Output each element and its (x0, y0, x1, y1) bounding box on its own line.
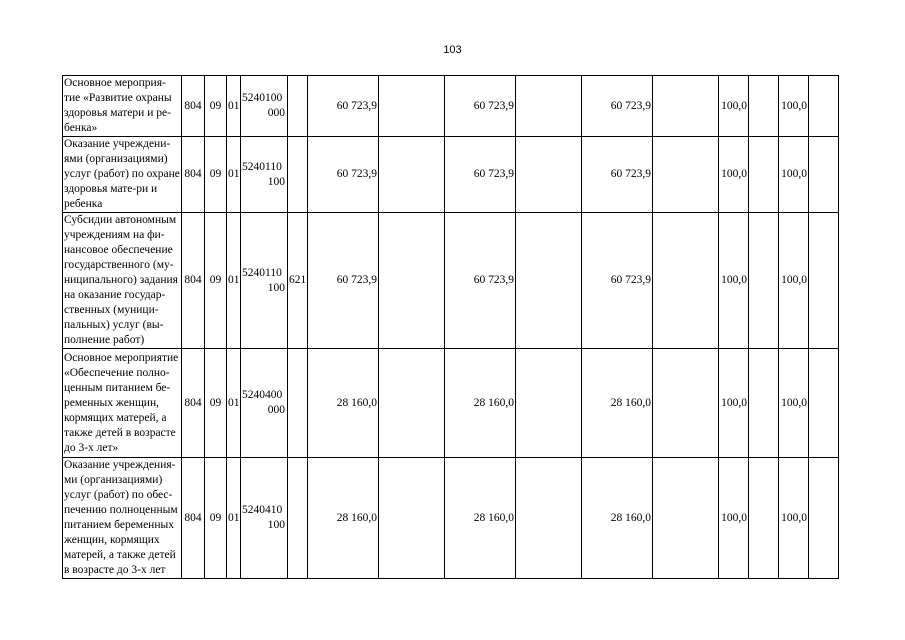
row-name-cell: Основное мероприятие «Обеспечение полно-ценным питанием бе-ременных женщин, кормящих матерей, а также детей в возрасте до 3-х лет» (63, 349, 182, 458)
sum-3-cell: 60 723,9 (582, 76, 653, 137)
empty-cell (809, 76, 839, 137)
empty-cell (749, 213, 779, 349)
sum-2-cell: 28 160,0 (445, 349, 516, 458)
sum-1-cell: 60 723,9 (308, 213, 379, 349)
csr-code-line2: 000 (267, 107, 285, 119)
csr-code-line1: 5240110 (242, 266, 282, 279)
empty-cell (749, 137, 779, 213)
rz-code-cell: 09 (205, 349, 227, 458)
empty-cell (809, 137, 839, 213)
row-name-cell: Оказание учреждени-ями (организациями) услуг (работ) по охране здоровья мате-ри и ребенка (63, 137, 182, 213)
sum-3-cell: 60 723,9 (582, 137, 653, 213)
empty-cell (379, 458, 445, 579)
gr-code-cell: 804 (182, 349, 205, 458)
csr-code-line2: 000 (267, 404, 285, 416)
sum-1-cell: 60 723,9 (308, 137, 379, 213)
csr-code-line2: 100 (267, 175, 285, 188)
empty-cell (653, 137, 719, 213)
table-row (63, 213, 839, 349)
rz-code-cell: 09 (205, 213, 227, 349)
empty-cell (379, 76, 445, 137)
gr-code-cell: 804 (182, 76, 205, 137)
percent-2-cell: 100,0 (779, 349, 809, 458)
rz-code-cell: 09 (205, 137, 227, 213)
row-name-cell: Субсидии автономным учреждениям на фи-нансовое обеспечение государственного (му-ниципального) задания на оказание государ-ственных (муници-пальных) услуг (вы-полнение работ) (63, 213, 182, 349)
csr-code-line2: 100 (267, 281, 285, 294)
percent-2-cell: 100,0 (779, 458, 809, 579)
table-row (63, 76, 839, 137)
row-name-cell: Оказание учреждения-ми (организациями) услуг (работ) по обес-печению полноценным питанием беременных женщин, кормящих матерей, а также детей в возрасте до 3-х лет (63, 458, 182, 579)
percent-1-cell: 100,0 (719, 137, 749, 213)
pr-code-cell: 01 (227, 137, 241, 213)
percent-1-cell: 100,0 (719, 76, 749, 137)
empty-cell (653, 76, 719, 137)
empty-cell (516, 76, 582, 137)
empty-cell (809, 213, 839, 349)
empty-cell (749, 458, 779, 579)
table-row (63, 458, 839, 579)
csr-code-cell (241, 458, 288, 579)
sum-1-cell: 28 160,0 (308, 349, 379, 458)
percent-2-cell: 100,0 (779, 137, 809, 213)
rz-code-cell: 09 (205, 76, 227, 137)
csr-code-cell (241, 349, 288, 458)
pr-code-cell: 01 (227, 213, 241, 349)
table-row (63, 137, 839, 213)
empty-cell (809, 349, 839, 458)
empty-cell (653, 458, 719, 579)
pr-code-cell: 01 (227, 76, 241, 137)
sum-1-cell: 28 160,0 (308, 458, 379, 579)
table-row (63, 349, 839, 458)
csr-code-cell (241, 137, 288, 213)
percent-2-cell: 100,0 (779, 76, 809, 137)
csr-code-line1: 5240100 (242, 92, 283, 104)
gr-code-cell: 804 (182, 213, 205, 349)
empty-cell (516, 137, 582, 213)
budget-table (62, 75, 839, 579)
empty-cell (749, 349, 779, 458)
vr-code-cell (288, 76, 308, 137)
percent-1-cell: 100,0 (719, 349, 749, 458)
row-name-cell: Основное мероприя-тие «Развитие охраны здоровья матери и ре-бенка» (63, 76, 182, 137)
csr-code-cell (241, 213, 288, 349)
empty-cell (653, 213, 719, 349)
page-number: 103 (443, 44, 462, 56)
sum-2-cell: 60 723,9 (445, 76, 516, 137)
pr-code-cell: 01 (227, 458, 241, 579)
sum-2-cell: 60 723,9 (445, 213, 516, 349)
vr-code-cell: 621 (288, 213, 308, 349)
sum-3-cell: 60 723,9 (582, 213, 653, 349)
empty-cell (516, 458, 582, 579)
vr-code-cell (288, 137, 308, 213)
sum-3-cell: 28 160,0 (582, 349, 653, 458)
sum-1-cell: 60 723,9 (308, 76, 379, 137)
csr-code-cell (241, 76, 288, 137)
csr-code-line1: 5240410 (242, 504, 283, 516)
gr-code-cell: 804 (182, 458, 205, 579)
empty-cell (379, 349, 445, 458)
empty-cell (653, 349, 719, 458)
empty-cell (749, 76, 779, 137)
empty-cell (379, 213, 445, 349)
vr-code-cell (288, 349, 308, 458)
csr-code-line1: 5240110 (242, 160, 282, 173)
csr-code-line1: 5240400 (242, 389, 283, 401)
percent-1-cell: 100,0 (719, 213, 749, 349)
sum-3-cell: 28 160,0 (582, 458, 653, 579)
vr-code-cell (288, 458, 308, 579)
percent-1-cell: 100,0 (719, 458, 749, 579)
sum-2-cell: 60 723,9 (445, 137, 516, 213)
csr-code-line2: 100 (267, 519, 285, 531)
pr-code-cell: 01 (227, 349, 241, 458)
empty-cell (809, 458, 839, 579)
rz-code-cell: 09 (205, 458, 227, 579)
empty-cell (516, 213, 582, 349)
percent-2-cell: 100,0 (779, 213, 809, 349)
sum-2-cell: 28 160,0 (445, 458, 516, 579)
empty-cell (516, 349, 582, 458)
gr-code-cell: 804 (182, 137, 205, 213)
empty-cell (379, 137, 445, 213)
